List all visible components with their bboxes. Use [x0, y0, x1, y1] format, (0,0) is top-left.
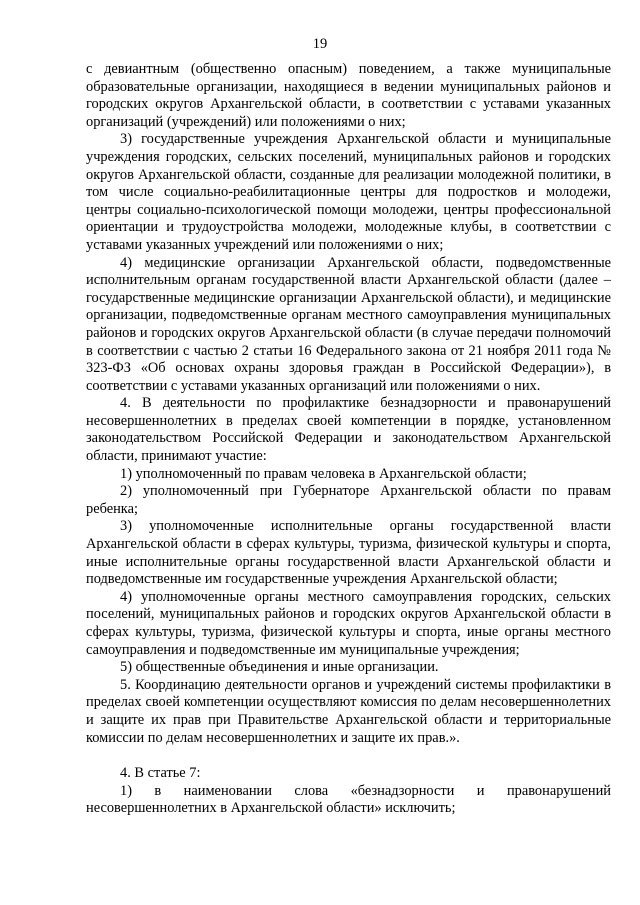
paragraph-section-4: 4. В деятельности по профилактике безнадзорности и правонарушений несовершеннолетних в пределах своей компетенции в порядке, установленном законодательством Российской Федерации и законодательством Архангельской области, принимают участие:: [86, 395, 611, 465]
paragraph-item-3: 3) государственные учреждения Архангельской области и муниципальные учреждения городских, сельских поселений, муниципальных районов и городских округов Архангельской области, созданные для реализации молодежной политики, в том числе социально-реабилитационные центры для подростков и молодежи, центры социально-психологической помощи молодежи, центры профессиональной ориентации и трудоустройства молодежи, молодежные клубы, в соответствии с уставами указанных учреждений или положениями о них;: [86, 131, 611, 253]
paragraph-gap: [86, 747, 611, 765]
article-7-item-1: 1) в наименовании слова «безнадзорности и правонарушений несовершеннолетних в Архангельской области» исключить;: [86, 782, 611, 817]
paragraph-item-4: 4) медицинские организации Архангельской области, подведомственные исполнительным органам государственной власти Архангельской области (далее – государственные медицинские организации Архангельской области), и медицинские организации, подведомственные органам местного самоуправления муниципальных районов и городских округов Архангельской области (в случае передачи полномочий в соответствии с частью 2 статьи 16 Федерального закона от 21 ноября 2011 года № 323-ФЗ «Об основах охраны здоровья граждан в Российской Федерации»), в соответствии с уставами указанных организаций или положениями о них.: [86, 254, 611, 394]
document-body: [86, 61, 611, 818]
list-item-4: 4) уполномоченные органы местного самоуправления городских, сельских поселений, муниципальных районов и городских округов Архангельской области в сферах культуры, туризма, физической культуры и спорта, иные органы местного самоуправления и подведомственные им муниципальные учреждения;: [86, 588, 611, 658]
list-item-5: 5) общественные объединения и иные организации.: [120, 659, 439, 676]
list-item-1: 1) уполномоченный по правам человека в Архангельской области;: [120, 465, 527, 482]
list-item-3: 3) уполномоченные исполнительные органы государственной власти Архангельской области в сферах культуры, туризма, физической культуры и спорта, иные исполнительные органы государственной власти Архангельской области и подведомственные им государственные учреждения Архангельской области;: [86, 518, 611, 588]
page-number: 19: [312, 36, 328, 52]
paragraph-section-5: 5. Координацию деятельности органов и учреждений системы профилактики в пределах своей компетенции осуществляют комиссия по делам несовершеннолетних и защите их прав при Правительстве Архангельской области и территориальные комиссии по делам несовершеннолетних и защите их прав.».: [86, 676, 611, 746]
list-item-2: 2) уполномоченный при Губернаторе Архангельской области по правам ребенка;: [86, 483, 611, 517]
paragraph-continuation: с девиантным (общественно опасным) поведением, а также муниципальные образовательные организации, находящиеся в ведении муниципальных районов и городских округов Архангельской области, в соответствии с уставами указанных организаций (учреждений) или положениями о них;: [86, 61, 611, 130]
article-7-heading: 4. В статье 7:: [120, 765, 201, 782]
